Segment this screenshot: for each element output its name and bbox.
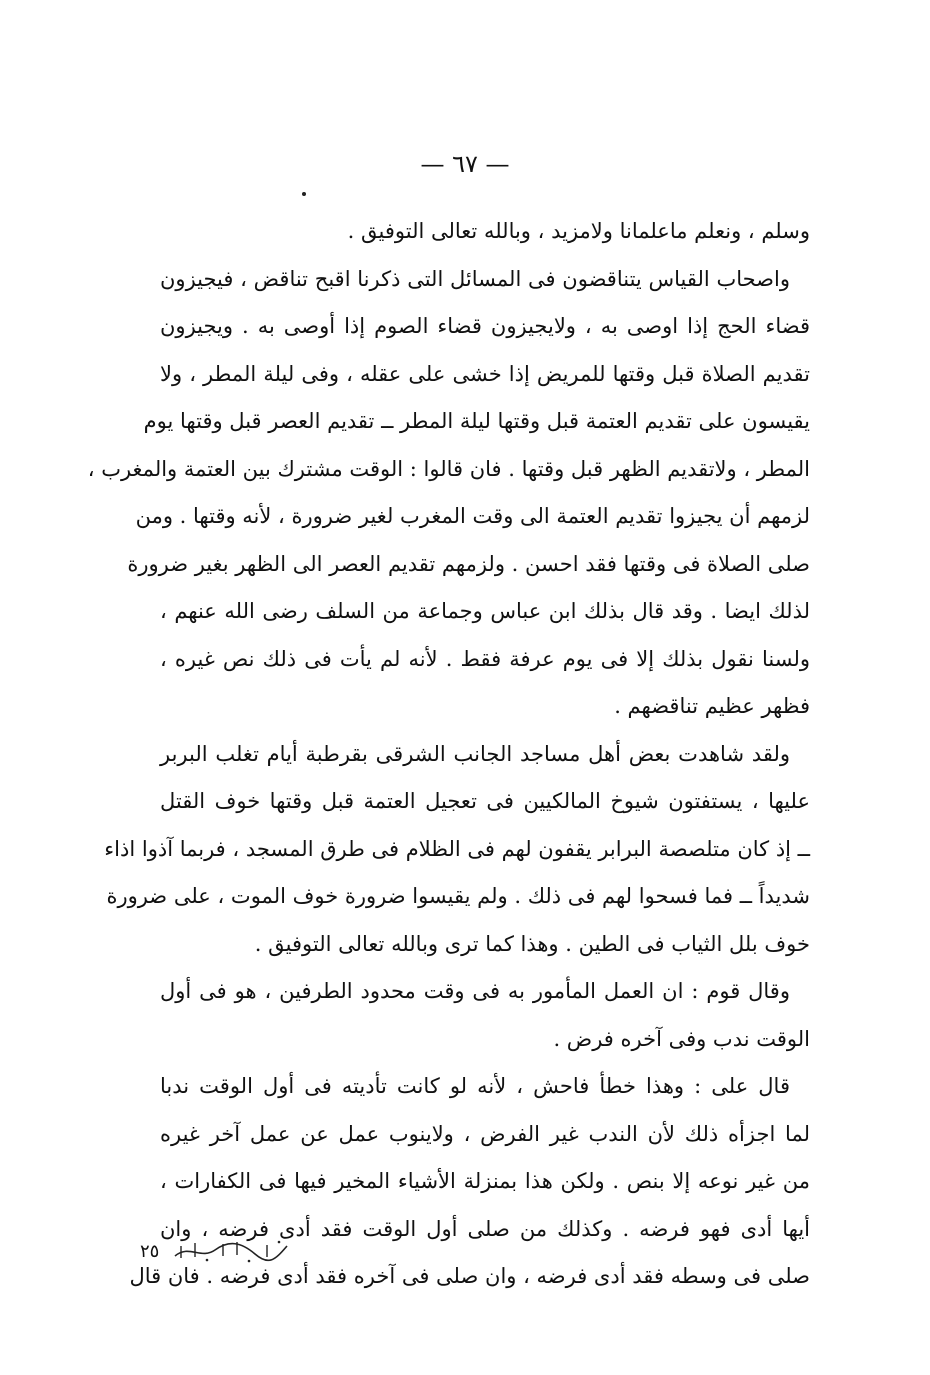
print-speck bbox=[302, 192, 306, 196]
text-line: لما اجزأه ذلك لأن الندب غير الفرض ، ولاينوب عمل عن عمل آخر غيره bbox=[160, 1121, 810, 1146]
text-line: قال على : وهذا خطأ فاحش ، لأنه لو كانت تأديته فى أول الوقت ندبا bbox=[160, 1074, 790, 1098]
text-line: يقيسون على تقديم العتمة قبل وقتها ليلة المطر ــ تقديم العصر قبل وقتها يوم bbox=[143, 409, 810, 433]
text-line: لزمهم أن يجيزوا تقديم العتمة الى وقت المغرب لغير ضرورة ، لأنه وقتها . ومن bbox=[135, 504, 810, 528]
book-title-calligraphy-icon bbox=[171, 1238, 291, 1264]
text-line: ــ إذ كان متلصصة البرابر يقفون لهم فى الظلام فى طرق المسجد ، فربما آذوا اذاء bbox=[104, 836, 810, 861]
text-line: قضاء الحج إذا اوصى به ، ولايجيزون قضاء الصوم إذا أوصى به . ويجيزون bbox=[160, 314, 810, 338]
text-line: عليها ، يستفتون شيوخ المالكيين فى تعجيل العتمة قبل وقتها خوف القتل bbox=[160, 789, 810, 813]
text-line: صلى فى وسطه فقد أدى فرضه ، وان صلى فى آخره فقد أدى فرضه . فان قال bbox=[129, 1264, 810, 1288]
text-line: ولسنا نقول بذلك إلا فى يوم عرفة فقط . لأنه لم يأت فى ذلك نص غيره ، bbox=[160, 646, 810, 671]
text-line: المطر ، ولاتقديم الظهر قبل وقتها . فان قالوا : الوقت مشترك بين العتمة والمغرب ، bbox=[87, 456, 810, 481]
text-line: ولقد شاهدت بعض أهل مساجد الجانب الشرقى بقرطبة أيام تغلب البربر bbox=[160, 741, 790, 766]
text-line: لذلك ايضا . وقد قال بذلك ابن عباس وجماعة من السلف رضى الله عنهم ، bbox=[160, 599, 810, 623]
text-line: تقديم الصلاة قبل وقتها للمريض إذا خشى على عقله ، وفى ليلة المطر ، ولا bbox=[160, 361, 810, 386]
text-line: شديداً ــ فما فسحوا لهم فى ذلك . ولم يقيسوا ضرورة خوف الموت ، على ضرورة bbox=[106, 884, 810, 908]
text-line: صلى الصلاة فى وقتها فقد احسن . ولزمهم تقديم العصر الى الظهر بغير ضرورة bbox=[127, 551, 810, 576]
text-line: وسلم ، ونعلم ماعلمانا ولامزيد ، وبالله تعالى التوفيق . bbox=[347, 219, 810, 243]
text-line: أيها أدى فهو فرضه . وكذلك من صلى أول الوقت فقد أدى فرضه ، وان bbox=[160, 1216, 810, 1241]
text-line: الوقت ندب وفى آخره فرض . bbox=[553, 1026, 810, 1051]
text-line: خوف بلل الثياب فى الطين . وهذا كما ترى وبالله تعالى التوفيق . bbox=[254, 931, 810, 956]
text-line: فظهر عظيم تناقضهم . bbox=[614, 694, 810, 718]
text-line: من غير نوعه إلا بنص . ولكن هذا بمنزلة الأشياء المخير فيها فى الكفارات ، bbox=[160, 1169, 810, 1193]
page-number: — ٦٧ — bbox=[420, 150, 510, 178]
footer bbox=[140, 1238, 330, 1264]
text-line: واصحاب القياس يتناقضون فى المسائل التى ذكرنا اقبح تناقض ، فيجيزون bbox=[160, 266, 790, 291]
text-line: وقال قوم : ان العمل المأمور به فى وقت محدود الطرفين ، هو فى أول bbox=[160, 979, 790, 1003]
signature-number: ٢٥ bbox=[140, 1240, 160, 1262]
